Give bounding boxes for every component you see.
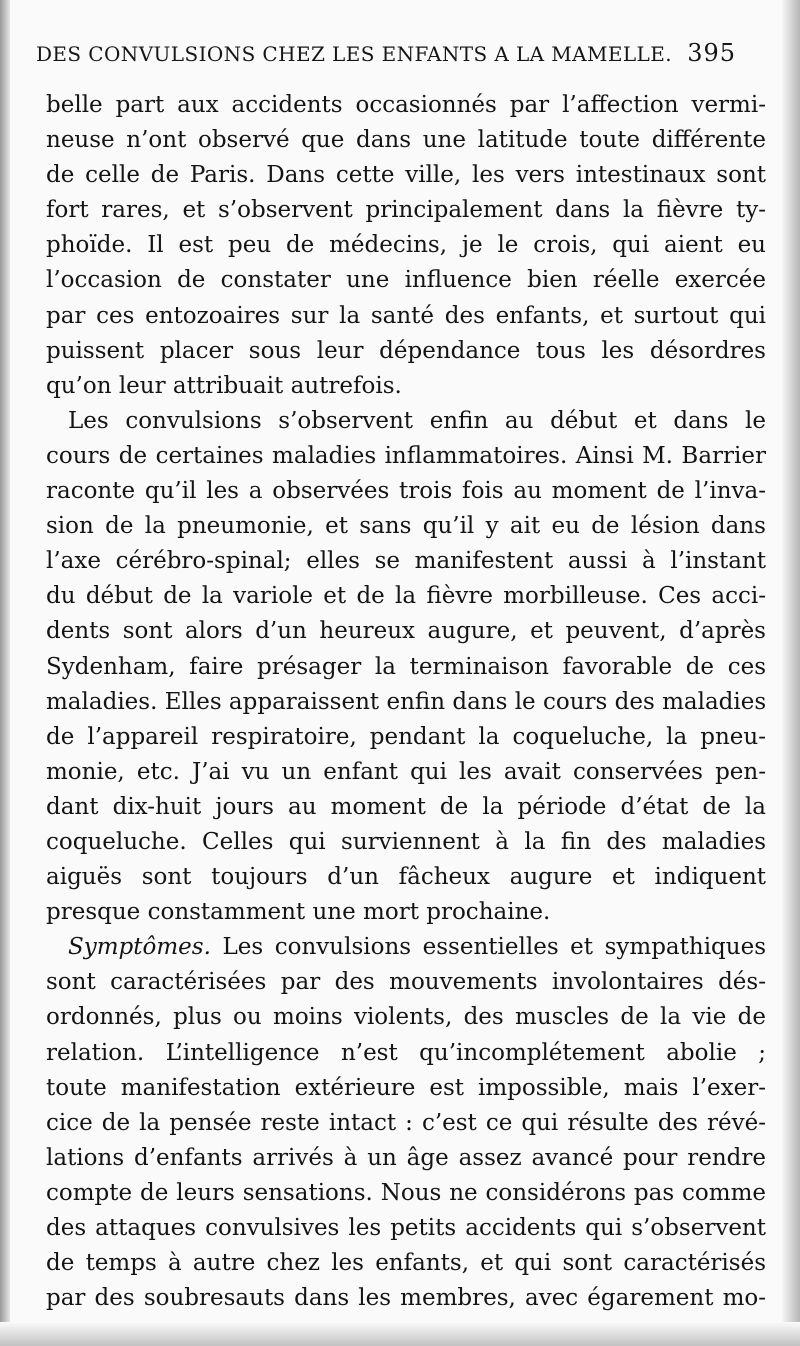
text-line: dant dix-huit jours au moment de la période d’état de la (46, 793, 766, 820)
section-heading-continuation: Les convulsions essentielles et sympathiques (222, 934, 766, 961)
paragraph-start-line: Les convulsions s’observent enfin au début et dans le (68, 407, 766, 434)
page-left-edge-shadow (0, 0, 10, 1346)
page-number: 395 (687, 39, 736, 67)
section-heading: Symptômes. (68, 934, 211, 961)
text-line: monie, etc. J’ai vu un enfant qui les avait conservées pen- (46, 758, 766, 785)
text-line: du début de la variole et de la fièvre morbilleuse. Ces acci- (46, 583, 766, 610)
running-head: DES CONVULSIONS CHEZ LES ENFANTS A LA MAMELLE. (36, 42, 672, 66)
text-line: qu’on leur attribuait autrefois. (46, 372, 402, 399)
text-line: puissent placer sous leur dépendance tous les désordres (46, 337, 766, 364)
text-line: par des soubresauts dans les membres, avec égarement mo- (46, 1285, 766, 1312)
text-line: dents sont alors d’un heureux augure, et peuvent, d’après (46, 618, 766, 645)
text-line: l’occasion de constater une influence bien réelle exercée (46, 267, 766, 294)
text-line: lations d’enfants arrivés à un âge assez avancé pour rendre (46, 1144, 766, 1171)
text-line: relation. L’intelligence n’est qu’incomplétement abolie ; (46, 1039, 766, 1066)
text-line: ordonnés, plus ou moins violents, des muscles de la vie de (46, 1004, 766, 1031)
page-header (36, 39, 736, 72)
text-line: phoïde. Il est peu de médecins, je le crois, qui aient eu (46, 232, 766, 259)
text-line: raconte qu’il les a observées trois fois au moment de l’inva- (46, 478, 766, 505)
text-line: coqueluche. Celles qui surviennent à la fin des maladies (46, 828, 766, 855)
text-line: des attaques convulsives les petits accidents qui s’observent (46, 1215, 766, 1241)
text-line: neuse n’ont observé que dans une latitude toute différente (46, 127, 766, 154)
text-line: aiguës sont toujours d’un fâcheux augure et indiquent (46, 864, 766, 891)
text-line: sont caractérisées par des mouvements involontaires dés- (46, 969, 766, 996)
text-line: fort rares, et s’observent principalement dans la fièvre ty- (46, 197, 766, 224)
text-line: de l’appareil respiratoire, pendant la coqueluche, la pneu- (46, 723, 766, 750)
page-bottom-edge-shadow (0, 1322, 800, 1346)
text-line: maladies. Elles apparaissent enfin dans le cours des maladies (46, 688, 766, 715)
text-line: toute manifestation extérieure est impossible, mais l’exer- (46, 1074, 766, 1101)
text-line: par ces entozoaires sur la santé des enfants, et surtout qui (46, 302, 766, 329)
text-line: de temps à autre chez les enfants, et qui sont caractérisés (46, 1250, 766, 1277)
text-line: de celle de Paris. Dans cette ville, les vers intestinaux sont (46, 162, 766, 189)
text-line: compte de leurs sensations. Nous ne considérons pas comme (46, 1179, 766, 1206)
text-line: cice de la pensée reste intact : c’est ce qui résulte des révé- (46, 1109, 766, 1136)
text-line: Sydenham, faire présager la terminaison favorable de ces (46, 653, 766, 680)
text-line: presque constamment une mort prochaine. (46, 899, 551, 926)
page-right-edge-shadow (782, 0, 800, 1346)
paragraph-start-line (46, 930, 766, 965)
text-line: belle part aux accidents occasionnés par l’affection vermi- (46, 92, 766, 118)
text-line: sion de la pneumonie, et sans qu’il y ait eu de lésion dans (46, 513, 766, 540)
body-text (46, 88, 766, 1316)
text-line: cours de certaines maladies inflammatoires. Ainsi M. Barrier (46, 442, 766, 469)
text-line: l’axe cérébro-spinal; elles se manifestent aussi à l’instant (46, 548, 766, 575)
